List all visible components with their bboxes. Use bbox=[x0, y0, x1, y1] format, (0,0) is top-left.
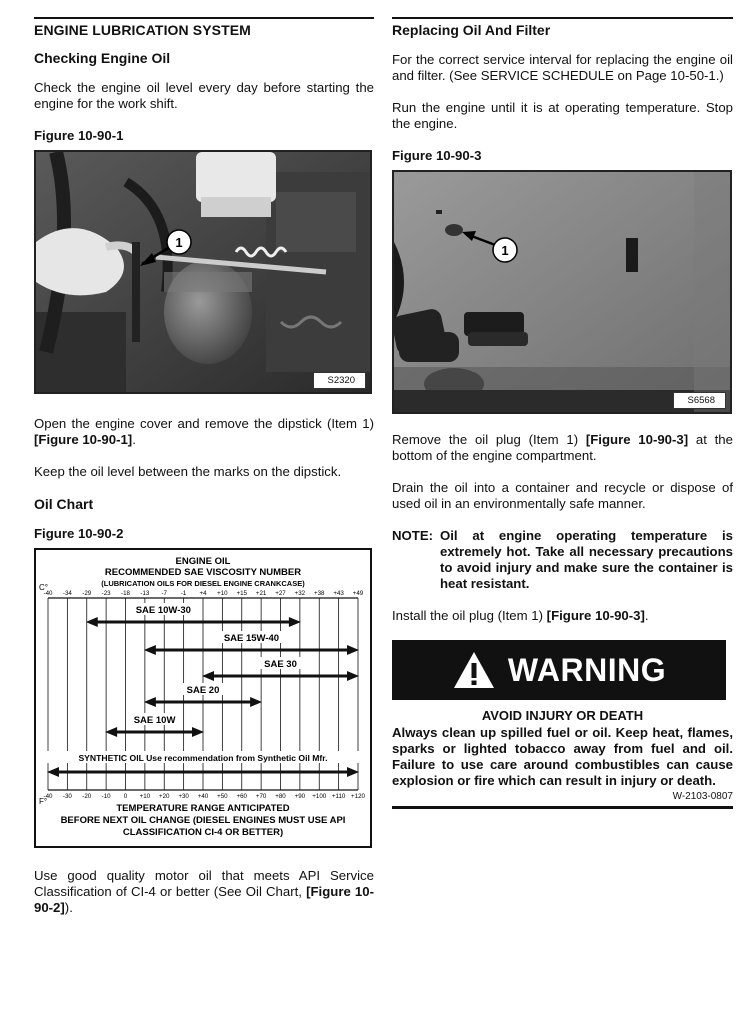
chart-subtitle: RECOMMENDED SAE VISCOSITY NUMBER bbox=[104, 567, 302, 578]
celsius-tick-label: -1 bbox=[180, 590, 187, 597]
chart-footer-3: CLASSIFICATION CI-4 OR BETTER) bbox=[122, 827, 284, 838]
fahrenheit-tick-label: -20 bbox=[82, 793, 92, 800]
range-arrow-left bbox=[202, 671, 214, 681]
warning-banner bbox=[392, 640, 726, 700]
celsius-tick-label: +21 bbox=[255, 590, 267, 597]
fahrenheit-tick-label: +40 bbox=[197, 793, 209, 800]
paragraph-text: Remove the oil plug (Item 1) bbox=[392, 432, 586, 447]
series-label: SYNTHETIC OIL Use recommendation from Synthetic Oil Mfr. bbox=[78, 753, 328, 763]
range-arrow-left bbox=[105, 727, 117, 737]
paragraph-end: ). bbox=[64, 900, 73, 915]
paragraph-end: . bbox=[132, 432, 136, 447]
range-arrow-right bbox=[347, 767, 359, 777]
figure-reference: [Figure 10-90-3] bbox=[585, 432, 689, 447]
warning-bottom-rule bbox=[392, 806, 733, 809]
fahrenheit-tick-label: +120 bbox=[351, 793, 365, 800]
paragraph bbox=[34, 416, 374, 448]
celsius-tick-label: +4 bbox=[199, 590, 207, 597]
fahrenheit-tick-label: +20 bbox=[159, 793, 170, 800]
chart-title: ENGINE OIL bbox=[175, 556, 231, 567]
fahrenheit-tick-label: +80 bbox=[275, 793, 286, 800]
celsius-tick-label: -34 bbox=[62, 590, 72, 597]
fahrenheit-tick-label: +100 bbox=[312, 793, 327, 800]
celsius-tick-label: +43 bbox=[333, 590, 344, 597]
note-text: Oil at engine operating temperature is extremely hot. Take all necessary precautions to avoid injury and make sure the container is heat resistant. bbox=[440, 528, 733, 591]
oil-plug-photo bbox=[392, 170, 732, 414]
paragraph bbox=[34, 868, 374, 916]
paragraph-text: Use good quality motor oil that meets API Service Classification of CI-4 or better (See Oil Chart, bbox=[34, 868, 374, 899]
dipstick-photo-illustration bbox=[36, 152, 370, 392]
note-block bbox=[392, 528, 733, 592]
celsius-tick-label: +10 bbox=[217, 590, 228, 597]
series-label: SAE 20 bbox=[186, 685, 220, 696]
paragraph: Drain the oil into a container and recycle or dispose of used oil in an environmentally safe manner. bbox=[392, 480, 733, 511]
chart-subtitle-2: (LUBRICATION OILS FOR DIESEL ENGINE CRANKCASE) bbox=[101, 579, 305, 588]
right-column bbox=[392, 22, 733, 809]
fahrenheit-tick-label: +50 bbox=[217, 793, 228, 800]
subheading-checking-oil: Checking Engine Oil bbox=[34, 50, 171, 66]
chart-footer-1: TEMPERATURE RANGE ANTICIPATED bbox=[116, 803, 290, 814]
fahrenheit-tick-label: +70 bbox=[255, 793, 267, 800]
figure-reference: [Figure 10-90-2] bbox=[34, 884, 374, 915]
figure-reference: [Figure 10-90-1] bbox=[34, 432, 133, 447]
range-arrow-right bbox=[347, 645, 359, 655]
series-label: SAE 10W-30 bbox=[135, 605, 191, 616]
warning-body: Always clean up spilled fuel or oil. Keep heat, flames, sparks or lighted tobacco away from fuel and oil. Failure to use care around combustibles can cause explosion or fire which can result in injury or death. bbox=[392, 725, 733, 788]
fahrenheit-tick-label: +110 bbox=[331, 793, 346, 800]
celsius-tick-label: -40 bbox=[43, 590, 53, 597]
paragraph: Run the engine until it is at operating temperature. Stop the engine. bbox=[392, 100, 733, 131]
figure-label: Figure 10-90-1 bbox=[34, 128, 124, 143]
paragraph: For the correct service interval for replacing the engine oil and filter. (See SERVICE SCHEDULE on Page 10-50-1.) bbox=[392, 52, 733, 83]
paragraph-end: . bbox=[644, 608, 649, 623]
warning-banner-text: WARNING bbox=[507, 651, 667, 688]
note-label: NOTE: bbox=[392, 528, 434, 543]
celsius-tick-label: +27 bbox=[275, 590, 286, 597]
fahrenheit-unit: F° bbox=[39, 797, 48, 806]
paragraph bbox=[392, 432, 733, 464]
warning-triangle-icon bbox=[452, 650, 496, 690]
oil-chart-svg bbox=[36, 550, 370, 846]
fahrenheit-tick-label: +10 bbox=[139, 793, 151, 800]
celsius-tick-label: +32 bbox=[294, 590, 306, 597]
range-arrow-left bbox=[86, 617, 98, 627]
series-label: SAE 30 bbox=[264, 659, 297, 670]
paragraph-end: at the bottom of the engine compartment. bbox=[392, 432, 733, 463]
celsius-tick-label: -23 bbox=[101, 590, 111, 597]
celsius-tick-label: +38 bbox=[314, 590, 325, 597]
paragraph: Check the engine oil level every day before starting the engine for the work shift. bbox=[34, 80, 374, 111]
celsius-tick-label: -13 bbox=[140, 590, 150, 597]
figure-label: Figure 10-90-3 bbox=[392, 148, 482, 163]
paragraph: Keep the oil level between the marks on the dipstick. bbox=[34, 464, 342, 479]
left-top-rule bbox=[34, 17, 374, 19]
fahrenheit-tick-label: +90 bbox=[294, 793, 306, 800]
subheading-oil-chart: Oil Chart bbox=[34, 496, 94, 512]
oil-chart bbox=[34, 548, 372, 848]
celsius-tick-label: -7 bbox=[161, 590, 168, 597]
fahrenheit-tick-label: -40 bbox=[43, 793, 53, 800]
series-label: SAE 10W bbox=[133, 715, 176, 726]
range-arrow-right bbox=[192, 727, 204, 737]
chart-footer-2: BEFORE NEXT OIL CHANGE (DIESEL ENGINES MUST USE API bbox=[60, 815, 346, 826]
warning-code: W-2103-0807 bbox=[672, 791, 733, 802]
series-label: SAE 15W-40 bbox=[223, 633, 280, 644]
paragraph-text: Open the engine cover and remove the dipstick (Item 1) bbox=[34, 416, 374, 431]
celsius-unit: C° bbox=[39, 583, 48, 592]
callout-number: 1 bbox=[175, 235, 183, 250]
range-arrow-right bbox=[250, 697, 262, 707]
right-top-rule bbox=[392, 17, 733, 19]
paragraph bbox=[392, 608, 733, 624]
photo-id: S6568 bbox=[673, 392, 726, 409]
callout-number: 1 bbox=[501, 243, 509, 258]
range-arrow-left bbox=[144, 645, 156, 655]
engine-dipstick-photo bbox=[34, 150, 372, 394]
range-arrow-right bbox=[347, 671, 359, 681]
oil-plug-photo-illustration bbox=[394, 172, 730, 412]
photo-id: S2320 bbox=[313, 372, 366, 389]
range-arrow-left bbox=[144, 697, 156, 707]
range-arrow-right bbox=[289, 617, 301, 627]
fahrenheit-tick-label: -10 bbox=[101, 793, 111, 800]
warning-heading: AVOID INJURY OR DEATH bbox=[481, 708, 644, 723]
fahrenheit-tick-label: +60 bbox=[236, 793, 247, 800]
fahrenheit-tick-label: 0 bbox=[123, 793, 128, 800]
left-column bbox=[34, 22, 374, 932]
range-arrow-left bbox=[47, 767, 59, 777]
celsius-tick-label: +49 bbox=[352, 590, 364, 597]
celsius-tick-label: -29 bbox=[82, 590, 92, 597]
fahrenheit-tick-label: -30 bbox=[62, 793, 72, 800]
figure-reference: [Figure 10-90-3] bbox=[546, 608, 645, 623]
section-title: ENGINE LUBRICATION SYSTEM bbox=[34, 22, 251, 38]
subheading-replacing-oil: Replacing Oil And Filter bbox=[392, 22, 551, 38]
figure-label: Figure 10-90-2 bbox=[34, 526, 124, 541]
paragraph-text: Install the oil plug (Item 1) bbox=[392, 608, 547, 623]
celsius-tick-label: -18 bbox=[121, 590, 130, 597]
fahrenheit-tick-label: +30 bbox=[178, 793, 189, 800]
celsius-tick-label: +15 bbox=[236, 590, 247, 597]
